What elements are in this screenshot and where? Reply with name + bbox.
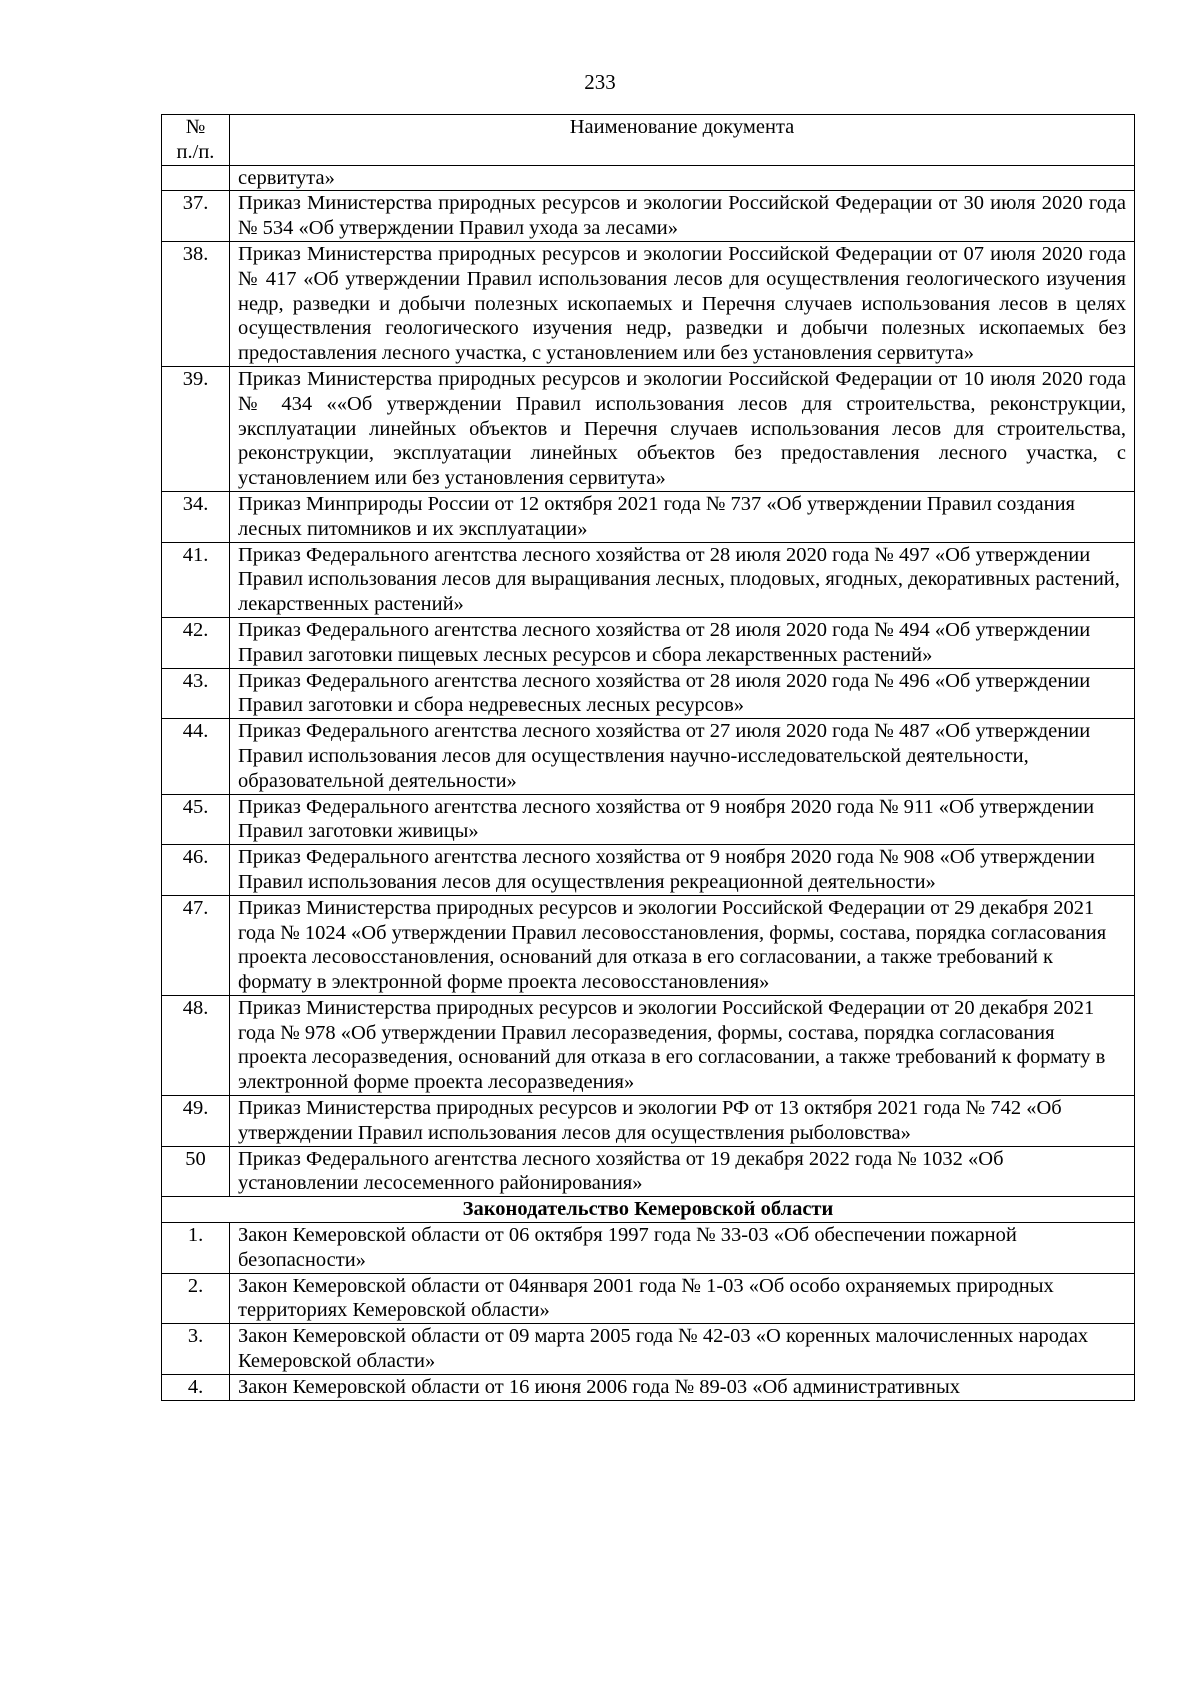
row-number: 43.: [162, 668, 230, 719]
header-number: [162, 115, 230, 166]
table-row: [162, 491, 1135, 542]
row-number: 50: [162, 1146, 230, 1197]
table-row: [162, 668, 1135, 719]
row-text: Приказ Федерального агентства лесного хозяйства от 9 ноября 2020 года № 911 «Об утверждении Правил заготовки живицы»: [230, 794, 1135, 845]
row-text: Приказ Федерального агентства лесного хозяйства от 27 июля 2020 года № 487 «Об утверждении Правил использования лесов для осуществления научно-исследовательской деятельности, образовательной деятельности»: [230, 719, 1135, 794]
table-row: [162, 1146, 1135, 1197]
row-text: Приказ Федерального агентства лесного хозяйства от 28 июля 2020 года № 497 «Об утверждении Правил использования лесов для выращивания лесных, плодовых, ягодных, декоративных растений, лекарственных растений»: [230, 542, 1135, 617]
row-text: Приказ Министерства природных ресурсов и экологии Российской Федерации от 07 июля 2020 года № 417 «Об утверждении Правил использования лесов для осуществления геологического изучения недр, разведки и добычи полезных ископаемых и Перечня случаев использования лесов в целях осуществления геологического изучения недр, разведки и добычи полезных ископаемых без предоставления лесного участка, с установлением или без установления сервитута»: [230, 241, 1135, 366]
table-row: [162, 845, 1135, 896]
table-row: [162, 191, 1135, 242]
row-number: 46.: [162, 845, 230, 896]
section: [162, 1197, 1135, 1223]
row-number: 4.: [162, 1374, 230, 1400]
section-title-row: [162, 1197, 1135, 1223]
table-row: [162, 719, 1135, 794]
table-row: [162, 1324, 1135, 1375]
table-row: [162, 995, 1135, 1095]
page-number: 233: [584, 70, 616, 94]
table-row: [162, 1096, 1135, 1147]
table-header-row: [162, 115, 1135, 166]
row-number: 1.: [162, 1223, 230, 1274]
federal-documents: [162, 165, 1135, 1197]
header-document-name: Наименование документа: [230, 115, 1135, 166]
row-text: Приказ Федерального агентства лесного хозяйства от 9 ноября 2020 года № 908 «Об утверждении Правил использования лесов для осуществления рекреационной деятельности»: [230, 845, 1135, 896]
row-text: Приказ Министерства природных ресурсов и экологии РФ от 13 октября 2021 года № 742 «Об утверждении Правил использования лесов для осуществления рыболовства»: [230, 1096, 1135, 1147]
row-text: Приказ Минприроды России от 12 октября 2021 года № 737 «Об утверждении Правил создания лесных питомников и их эксплуатации»: [230, 491, 1135, 542]
row-number: 45.: [162, 794, 230, 845]
header-number-symbol: №: [185, 116, 206, 138]
header-number-label: п./п.: [176, 140, 215, 163]
row-text: Приказ Министерства природных ресурсов и экологии Российской Федерации от 30 июля 2020 года № 534 «Об утверждении Правил ухода за лесами»: [230, 191, 1135, 242]
table-row: [162, 1273, 1135, 1324]
row-number: 47.: [162, 895, 230, 995]
row-number: 42.: [162, 617, 230, 668]
row-number: 48.: [162, 995, 230, 1095]
row-text: Приказ Федерального агентства лесного хозяйства от 19 декабря 2022 года № 1032 «Об установлении лесосеменного районирования»: [230, 1146, 1135, 1197]
row-number: 38.: [162, 241, 230, 366]
row-number: 44.: [162, 719, 230, 794]
row-number: [162, 165, 230, 191]
continuation-row: [162, 165, 1135, 191]
row-number: 37.: [162, 191, 230, 242]
table-row: [162, 617, 1135, 668]
row-text: Приказ Федерального агентства лесного хозяйства от 28 июля 2020 года № 494 «Об утверждении Правил заготовки пищевых лесных ресурсов и сбора лекарственных растений»: [230, 617, 1135, 668]
row-text: Закон Кемеровской области от 16 июня 2006 года № 89-03 «Об административных: [230, 1374, 1135, 1400]
table-row: [162, 794, 1135, 845]
row-text: Закон Кемеровской области от 09 марта 2005 года № 42-03 «О коренных малочисленных народах Кемеровской области»: [230, 1324, 1135, 1375]
row-text: Закон Кемеровской области от 06 октября 1997 года № 33-03 «Об обеспечении пожарной безопасности»: [230, 1223, 1135, 1274]
row-text: Закон Кемеровской области от 04января 2001 года № 1-03 «Об особо охраняемых природных территориях Кемеровской области»: [230, 1273, 1135, 1324]
row-text: Приказ Министерства природных ресурсов и экологии Российской Федерации от 20 декабря 2021 года № 978 «Об утверждении Правил лесоразведения, формы, состава, порядка согласования проекта лесоразведения, оснований для отказа в его согласовании, а также требований к формату в электронной форме проекта лесоразведения»: [230, 995, 1135, 1095]
row-text: сервитута»: [230, 165, 1135, 191]
table-row: [162, 542, 1135, 617]
table-row: [162, 895, 1135, 995]
row-number: 3.: [162, 1324, 230, 1375]
row-number: 49.: [162, 1096, 230, 1147]
row-text: Приказ Федерального агентства лесного хозяйства от 28 июля 2020 года № 496 «Об утверждении Правил заготовки и сбора недревесных лесных ресурсов»: [230, 668, 1135, 719]
row-number: 41.: [162, 542, 230, 617]
row-number: 2.: [162, 1273, 230, 1324]
row-number: 39.: [162, 366, 230, 491]
table-row: [162, 1374, 1135, 1400]
documents-table: [161, 114, 1135, 1401]
row-text: Приказ Министерства природных ресурсов и экологии Российской Федерации от 29 декабря 2021 года № 1024 «Об утверждении Правил лесовосстановления, формы, состава, порядка согласования проекта лесовосстановления, оснований для отказа в его согласовании, а также требований к формату в электронной форме проекта лесовосстановления»: [230, 895, 1135, 995]
table-row: [162, 241, 1135, 366]
row-text: Приказ Министерства природных ресурсов и экологии Российской Федерации от 10 июля 2020 года № 434 ««Об утверждении Правил использования лесов для строительства, реконструкции, эксплуатации линейных объектов и Перечня случаев использования лесов для строительства, реконструкции, эксплуатации линейных объектов без предоставления лесного участка, с установлением или без установления сервитута»: [230, 366, 1135, 491]
row-number: 34.: [162, 491, 230, 542]
table-row: [162, 366, 1135, 491]
table-row: [162, 1223, 1135, 1274]
regional-documents: [162, 1223, 1135, 1401]
section-title: Законодательство Кемеровской области: [162, 1197, 1135, 1223]
